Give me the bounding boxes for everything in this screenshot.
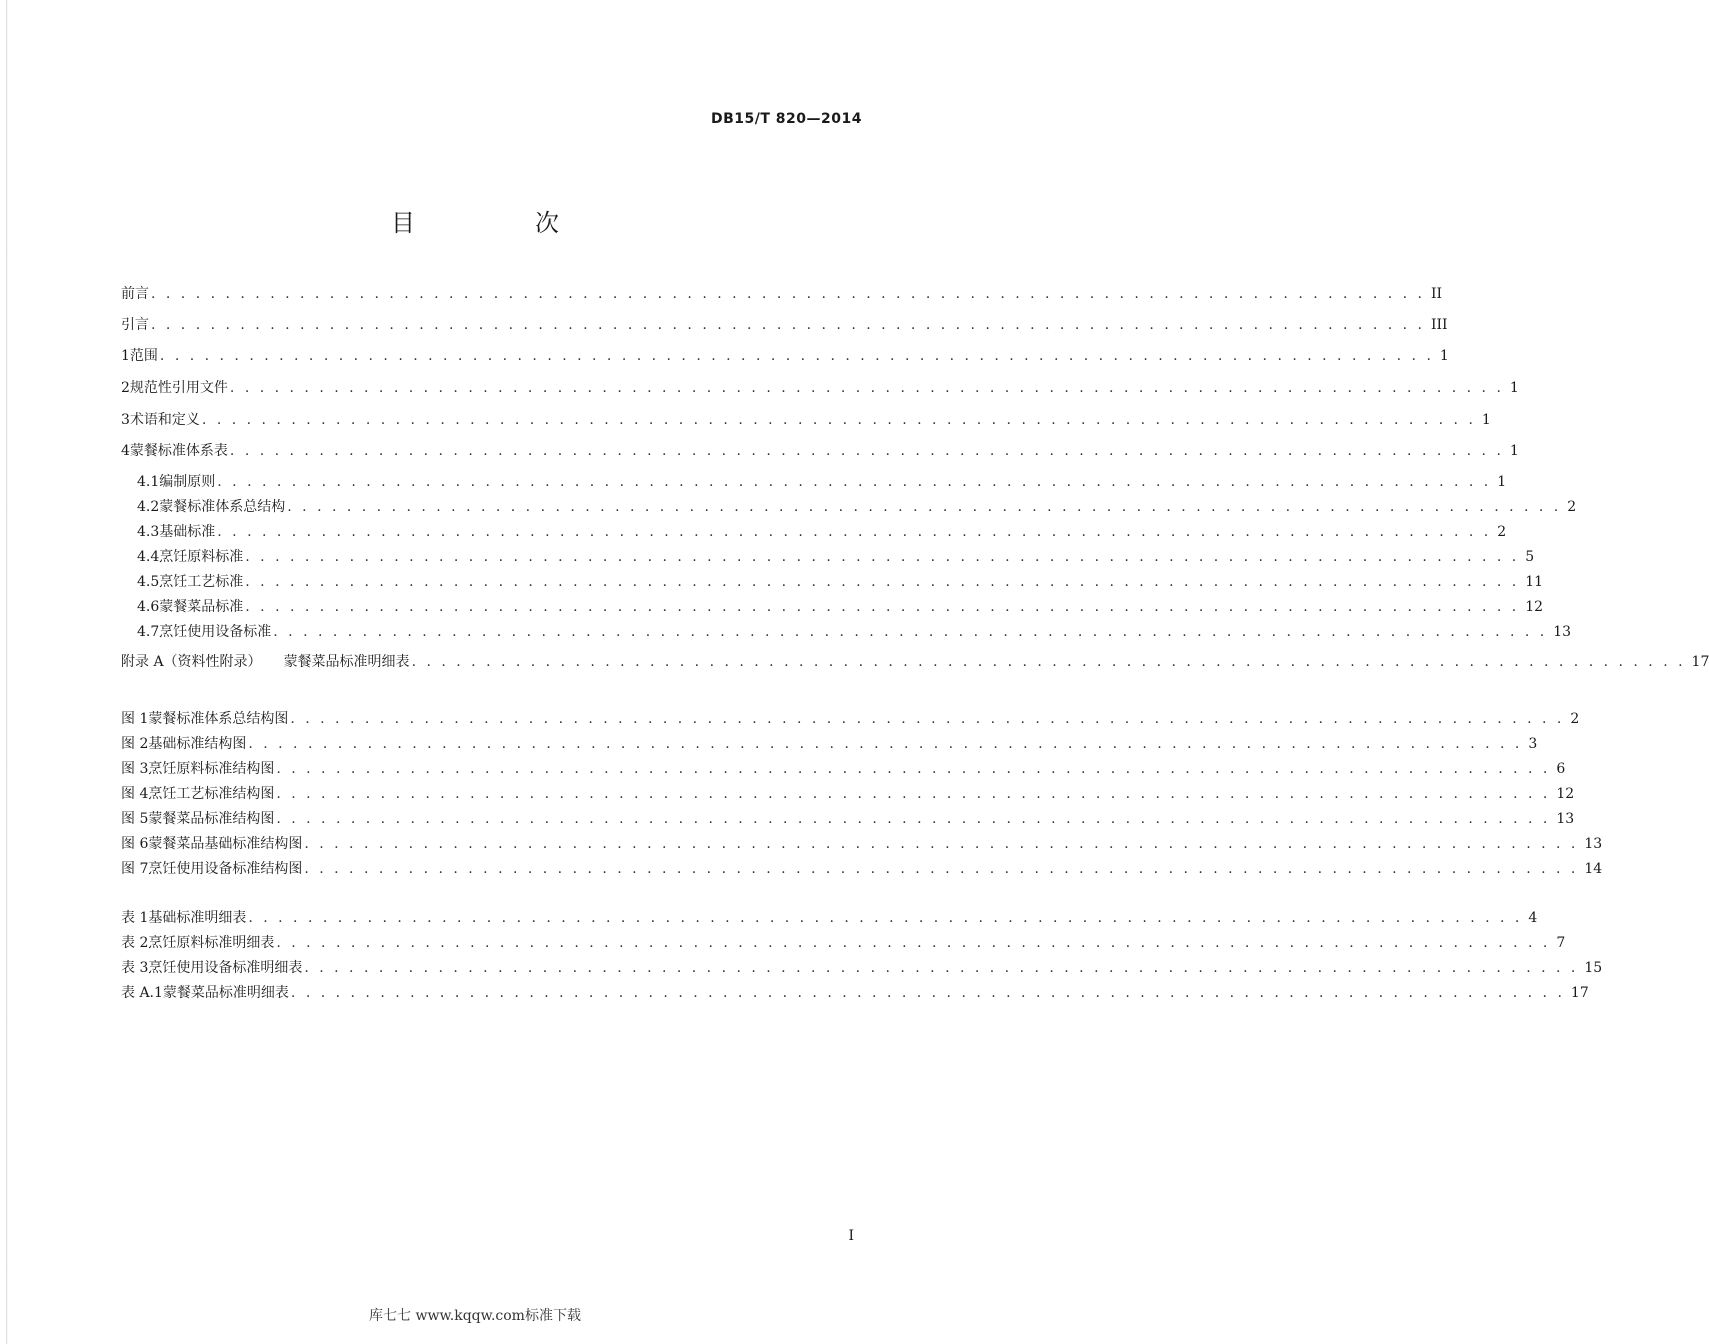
toc-page: 12 <box>1556 786 1575 802</box>
toc-number: 1 <box>121 348 130 364</box>
leader-dots: . . . . . . . . . . . . . . . . . . . . . . . . . . . . . . . . . . . . . . . . . . . . . . . . . . . . . . . . . . . . . . . . . . . . . . . . . . . . . . . . . . . . . . <box>290 985 1565 1001</box>
toc-page: 12 <box>1525 599 1544 615</box>
toc-number: 4 <box>121 443 130 459</box>
toc-number: 表 3 <box>121 960 149 976</box>
toc-entry-foreword[interactable] <box>121 283 1443 305</box>
leader-dots: . . . . . . . . . . . . . . . . . . . . . . . . . . . . . . . . . . . . . . . . . . . . . . . . . . . . . . . . . . . . . . . . . . . . . . . . . . . . . . . . . . . . . . <box>245 599 1520 615</box>
toc-entry-4-2[interactable] <box>137 496 1577 518</box>
toc-label: 基础标准明细表 <box>148 910 247 926</box>
leader-dots: . . . . . . . . . . . . . . . . . . . . . . . . . . . . . . . . . . . . . . . . . . . . . . . . . . . . . . . . . . . . . . . . . . . . . . . . . . . . . . . . . . . . . . <box>411 654 1686 670</box>
toc-label: 烹饪原料标准明细表 <box>148 935 275 951</box>
toc-number: 4.6 <box>137 599 160 615</box>
toc-number: 图 6 <box>121 836 149 852</box>
toc-label: 蒙餐标准体系表 <box>129 443 228 459</box>
toc-entry-appendix-a[interactable] <box>121 651 1709 673</box>
toc-label: 前言 <box>121 286 149 302</box>
leader-dots: . . . . . . . . . . . . . . . . . . . . . . . . . . . . . . . . . . . . . . . . . . . . . . . . . . . . . . . . . . . . . . . . . . . . . . . . . . . . . . . . . . . . . . <box>304 960 1579 976</box>
toc-label: 烹饪工艺标准 <box>159 574 244 590</box>
leader-dots: . . . . . . . . . . . . . . . . . . . . . . . . . . . . . . . . . . . . . . . . . . . . . . . . . . . . . . . . . . . . . . . . . . . . . . . . . . . . . . . . . . . . . . <box>287 499 1562 515</box>
toc-label: 编制原则 <box>159 474 216 490</box>
leader-dots: . . . . . . . . . . . . . . . . . . . . . . . . . . . . . . . . . . . . . . . . . . . . . . . . . . . . . . . . . . . . . . . . . . . . . . . . . . . . . . . . . . . . . . <box>217 474 1492 490</box>
toc-page: II <box>1430 286 1443 302</box>
toc-entry-figure-1[interactable] <box>121 708 1580 730</box>
toc-page: 1 <box>1509 380 1519 396</box>
leader-dots: . . . . . . . . . . . . . . . . . . . . . . . . . . . . . . . . . . . . . . . . . . . . . . . . . . . . . . . . . . . . . . . . . . . . . . . . . . . . . . . . . . . . . . <box>290 711 1565 727</box>
toc-entry-1[interactable] <box>121 345 1449 367</box>
toc-number: 4.2 <box>137 499 160 515</box>
toc-label: 烹饪使用设备标准结构图 <box>148 861 303 877</box>
toc-entry-table-3[interactable] <box>121 957 1603 979</box>
leader-dots: . . . . . . . . . . . . . . . . . . . . . . . . . . . . . . . . . . . . . . . . . . . . . . . . . . . . . . . . . . . . . . . . . . . . . . . . . . . . . . . . . . . . . . <box>248 736 1523 752</box>
leader-dots: . . . . . . . . . . . . . . . . . . . . . . . . . . . . . . . . . . . . . . . . . . . . . . . . . . . . . . . . . . . . . . . . . . . . . . . . . . . . . . . . . . . . . . <box>304 836 1579 852</box>
toc-page: 15 <box>1584 960 1603 976</box>
toc-label: 烹饪原料标准结构图 <box>148 761 275 777</box>
toc-number: 4.3 <box>137 524 160 540</box>
toc-entry-4-5[interactable] <box>137 571 1544 593</box>
leader-dots: . . . . . . . . . . . . . . . . . . . . . . . . . . . . . . . . . . . . . . . . . . . . . . . . . . . . . . . . . . . . . . . . . . . . . . . . . . . . . . . . . . . . . . <box>159 348 1434 364</box>
toc-label: 烹饪原料标准 <box>159 549 244 565</box>
toc-label: 蒙餐标准体系总结构图 <box>148 711 289 727</box>
toc-page: 17 <box>1691 654 1709 670</box>
toc-page: 3 <box>1528 736 1538 752</box>
leader-dots: . . . . . . . . . . . . . . . . . . . . . . . . . . . . . . . . . . . . . . . . . . . . . . . . . . . . . . . . . . . . . . . . . . . . . . . . . . . . . . . . . . . . . . <box>217 524 1492 540</box>
leader-dots: . . . . . . . . . . . . . . . . . . . . . . . . . . . . . . . . . . . . . . . . . . . . . . . . . . . . . . . . . . . . . . . . . . . . . . . . . . . . . . . . . . . . . . <box>276 786 1551 802</box>
toc-page: 1 <box>1509 443 1519 459</box>
toc-page: 17 <box>1570 985 1589 1001</box>
leader-dots: . . . . . . . . . . . . . . . . . . . . . . . . . . . . . . . . . . . . . . . . . . . . . . . . . . . . . . . . . . . . . . . . . . . . . . . . . . . . . . . . . . . . . . <box>201 412 1476 428</box>
toc-number: 图 1 <box>121 711 149 727</box>
leader-dots: . . . . . . . . . . . . . . . . . . . . . . . . . . . . . . . . . . . . . . . . . . . . . . . . . . . . . . . . . . . . . . . . . . . . . . . . . . . . . . . . . . . . . . <box>276 811 1551 827</box>
toc-page: 2 <box>1570 711 1580 727</box>
toc-label: 烹饪工艺标准结构图 <box>148 786 275 802</box>
scan-edge <box>6 0 8 1344</box>
toc-label: 术语和定义 <box>129 412 200 428</box>
leader-dots: . . . . . . . . . . . . . . . . . . . . . . . . . . . . . . . . . . . . . . . . . . . . . . . . . . . . . . . . . . . . . . . . . . . . . . . . . . . . . . . . . . . . . . <box>151 286 1425 302</box>
toc-label: 范围 <box>129 348 158 364</box>
toc-number: 3 <box>121 412 130 428</box>
toc-number: 图 7 <box>121 861 149 877</box>
toc-entry-table-2[interactable] <box>121 932 1566 954</box>
leader-dots: . . . . . . . . . . . . . . . . . . . . . . . . . . . . . . . . . . . . . . . . . . . . . . . . . . . . . . . . . . . . . . . . . . . . . . . . . . . . . . . . . . . . . . <box>229 380 1504 396</box>
toc-page: 11 <box>1525 574 1544 590</box>
toc-label: 烹饪使用设备标准 <box>159 624 272 640</box>
toc-number: 表 2 <box>121 935 149 951</box>
toc-number: 图 3 <box>121 761 149 777</box>
toc-page: 14 <box>1584 861 1603 877</box>
toc-number: 4.4 <box>137 549 160 565</box>
toc-page: 13 <box>1584 836 1603 852</box>
leader-dots: . . . . . . . . . . . . . . . . . . . . . . . . . . . . . . . . . . . . . . . . . . . . . . . . . . . . . . . . . . . . . . . . . . . . . . . . . . . . . . . . . . . . . . <box>248 910 1523 926</box>
leader-dots: . . . . . . . . . . . . . . . . . . . . . . . . . . . . . . . . . . . . . . . . . . . . . . . . . . . . . . . . . . . . . . . . . . . . . . . . . . . . . . . . . . . . . . <box>229 443 1504 459</box>
toc-number: 附录 A（资料性附录） <box>121 654 262 670</box>
toc-entry-3[interactable] <box>121 409 1491 431</box>
toc-label: 基础标准结构图 <box>148 736 247 752</box>
toc-entry-figure-4[interactable] <box>121 783 1575 805</box>
toc-label: 蒙餐菜品标准明细表 <box>283 654 410 670</box>
toc-page: III <box>1430 317 1448 333</box>
toc-entry-figure-2[interactable] <box>121 733 1538 755</box>
toc-page: 6 <box>1556 761 1566 777</box>
toc-entry-figure-3[interactable] <box>121 758 1566 780</box>
toc-label: 蒙餐菜品标准明细表 <box>162 985 289 1001</box>
toc-page: 1 <box>1439 348 1449 364</box>
toc-number: 图 4 <box>121 786 149 802</box>
page-title: 目 次 <box>391 209 607 237</box>
leader-dots: . . . . . . . . . . . . . . . . . . . . . . . . . . . . . . . . . . . . . . . . . . . . . . . . . . . . . . . . . . . . . . . . . . . . . . . . . . . . . . . . . . . . . . <box>245 549 1520 565</box>
toc-number: 4.1 <box>137 474 160 490</box>
page-number: I <box>848 1228 854 1244</box>
leader-dots: . . . . . . . . . . . . . . . . . . . . . . . . . . . . . . . . . . . . . . . . . . . . . . . . . . . . . . . . . . . . . . . . . . . . . . . . . . . . . . . . . . . . . . <box>245 574 1520 590</box>
toc-page: 2 <box>1567 499 1577 515</box>
toc-page: 1 <box>1497 474 1507 490</box>
toc-page: 13 <box>1553 624 1572 640</box>
toc-entry-4-4[interactable] <box>137 546 1535 568</box>
footer-watermark: 库七七 www.kqqw.com标准下载 <box>369 1308 581 1324</box>
toc-page: 1 <box>1481 412 1491 428</box>
toc-label: 引言 <box>121 317 149 333</box>
leader-dots: . . . . . . . . . . . . . . . . . . . . . . . . . . . . . . . . . . . . . . . . . . . . . . . . . . . . . . . . . . . . . . . . . . . . . . . . . . . . . . . . . . . . . . <box>151 317 1425 333</box>
toc-label: 蒙餐菜品标准 <box>159 599 244 615</box>
toc-entry-4[interactable] <box>121 440 1519 462</box>
toc-entry-4-7[interactable] <box>137 621 1572 643</box>
toc-number: 4.5 <box>137 574 160 590</box>
toc-label: 蒙餐菜品标准结构图 <box>148 811 275 827</box>
toc-entry-figure-5[interactable] <box>121 808 1575 830</box>
toc-label: 烹饪使用设备标准明细表 <box>148 960 303 976</box>
toc-label: 基础标准 <box>159 524 216 540</box>
toc-number: 图 5 <box>121 811 149 827</box>
toc-label: 规范性引用文件 <box>129 380 228 396</box>
toc-entry-introduction[interactable] <box>121 314 1448 336</box>
toc-entry-4-6[interactable] <box>137 596 1544 618</box>
toc-page: 2 <box>1497 524 1507 540</box>
leader-dots: . . . . . . . . . . . . . . . . . . . . . . . . . . . . . . . . . . . . . . . . . . . . . . . . . . . . . . . . . . . . . . . . . . . . . . . . . . . . . . . . . . . . . . <box>304 861 1579 877</box>
toc-entry-figure-6[interactable] <box>121 833 1603 855</box>
leader-dots: . . . . . . . . . . . . . . . . . . . . . . . . . . . . . . . . . . . . . . . . . . . . . . . . . . . . . . . . . . . . . . . . . . . . . . . . . . . . . . . . . . . . . . <box>276 761 1551 777</box>
toc-entry-4-1[interactable] <box>137 471 1507 493</box>
toc-entry-4-3[interactable] <box>137 521 1507 543</box>
toc-page: 5 <box>1525 549 1535 565</box>
toc-number: 图 2 <box>121 736 149 752</box>
leader-dots: . . . . . . . . . . . . . . . . . . . . . . . . . . . . . . . . . . . . . . . . . . . . . . . . . . . . . . . . . . . . . . . . . . . . . . . . . . . . . . . . . . . . . . <box>273 624 1548 640</box>
toc-label: 蒙餐菜品基础标准结构图 <box>148 836 303 852</box>
toc-entry-table-1[interactable] <box>121 907 1538 929</box>
toc-page: 7 <box>1556 935 1566 951</box>
toc-entry-2[interactable] <box>121 377 1519 399</box>
toc-number: 2 <box>121 380 130 396</box>
toc-entry-figure-7[interactable] <box>121 858 1603 880</box>
toc-page: 13 <box>1556 811 1575 827</box>
toc-label: 蒙餐标准体系总结构 <box>159 499 286 515</box>
toc-number: 表 A.1 <box>121 985 163 1001</box>
toc-number: 4.7 <box>137 624 160 640</box>
toc-page: 4 <box>1528 910 1538 926</box>
toc-entry-table-a1[interactable] <box>121 982 1589 1004</box>
leader-dots: . . . . . . . . . . . . . . . . . . . . . . . . . . . . . . . . . . . . . . . . . . . . . . . . . . . . . . . . . . . . . . . . . . . . . . . . . . . . . . . . . . . . . . <box>276 935 1551 951</box>
toc-number: 表 1 <box>121 910 149 926</box>
document-code: DB15/T 820—2014 <box>711 111 862 127</box>
